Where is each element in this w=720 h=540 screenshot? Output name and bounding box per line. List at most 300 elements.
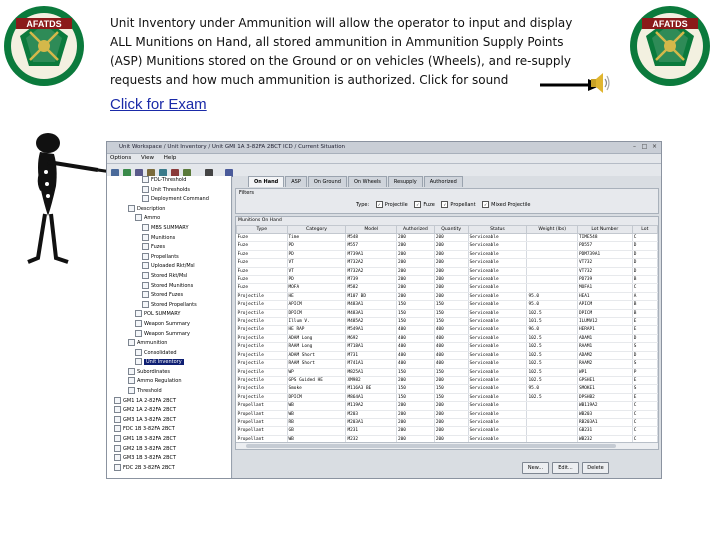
table-cell: Serviceable [468, 376, 527, 384]
table-cell: 200 [434, 242, 468, 250]
table-cell: Projectile [237, 368, 288, 376]
table-cell: 200 [434, 410, 468, 418]
table-cell: 102.5 [527, 393, 578, 401]
table-cell [527, 410, 578, 418]
tree-item[interactable] [107, 377, 231, 387]
table-cell: WP1 [577, 368, 632, 376]
table-row[interactable] [237, 393, 658, 401]
close-icon[interactable]: × [651, 143, 658, 150]
column-header[interactable]: Model [346, 226, 397, 234]
table-cell: E [632, 318, 657, 326]
tree-item[interactable] [107, 416, 231, 426]
tree-item-label: Ammunition [137, 340, 168, 347]
window-title: Unit Workspace / Unit Inventory / Unit GMI 1A 3-82FA 2BCT ICD / Current Situation [119, 144, 346, 150]
table-cell: C [632, 410, 657, 418]
table-cell [527, 242, 578, 250]
tree-node-icon [128, 205, 135, 212]
tree-item-label: Unit Thresholds [151, 186, 191, 193]
tree-item[interactable] [107, 291, 231, 301]
table-cell: Serviceable [468, 427, 527, 435]
table-cell: ADAM1 [577, 334, 632, 342]
table-cell: HE [287, 292, 346, 300]
table-cell: Projectile [237, 318, 288, 326]
table-cell: 200 [434, 402, 468, 410]
tree-node-icon [135, 349, 142, 356]
table-row[interactable] [237, 402, 658, 410]
tab-resupply[interactable]: Resupply [388, 176, 423, 187]
tree-item-label: GM2 1A 2-82FA 2BCT [123, 407, 176, 414]
table-cell: M107 BD [346, 292, 397, 300]
tree-node-icon [135, 330, 142, 337]
table-cell: M739 [346, 276, 397, 284]
tree-item[interactable] [107, 435, 231, 445]
table-cell: 400 [434, 343, 468, 351]
table-cell: M485A2 [346, 318, 397, 326]
table-cell: M582 [346, 284, 397, 292]
tree-item-label: Stored Propellants [151, 301, 197, 308]
table-row[interactable] [237, 309, 658, 317]
table-cell: M739A1 [346, 250, 397, 258]
window-titlebar [107, 142, 661, 154]
tab-asp[interactable]: ASP [285, 176, 307, 187]
menubar [107, 154, 661, 164]
mixed-projectile-label: Mixed Projectile [491, 202, 531, 208]
table-cell: 150 [434, 301, 468, 309]
table-cell: D [632, 267, 657, 275]
table-cell: APICM [577, 301, 632, 309]
table-cell: 95.0 [527, 292, 578, 300]
table-cell: MOFA [287, 284, 346, 292]
pointing-figure [18, 126, 118, 276]
tree-node-icon [142, 282, 149, 289]
table-row[interactable] [237, 276, 658, 284]
tree-node-icon [142, 224, 149, 231]
table-cell: GPS Guided HE [287, 376, 346, 384]
table-cell: WP [287, 368, 346, 376]
horizontal-scrollbar[interactable] [236, 442, 658, 449]
table-cell: Serviceable [468, 242, 527, 250]
table-cell: Fuze [237, 234, 288, 242]
table-cell: Propellant [237, 402, 288, 410]
tree-item-label: POL SUMMARY [144, 311, 181, 318]
maximize-icon[interactable]: □ [641, 143, 648, 150]
table-cell: Propellant [237, 410, 288, 418]
table-cell: 200 [396, 250, 434, 258]
table-cell: M731 [346, 351, 397, 359]
table-cell: VT732 [577, 259, 632, 267]
tree-item[interactable] [107, 358, 231, 368]
new-button[interactable]: New... [522, 462, 549, 474]
table-cell: 200 [434, 292, 468, 300]
table-cell: E [632, 393, 657, 401]
table-cell: D [632, 250, 657, 258]
table-cell: M864A1 [346, 393, 397, 401]
table-cell: Serviceable [468, 343, 527, 351]
table-cell: D [632, 259, 657, 267]
tree-node-icon [135, 310, 142, 317]
tree-item[interactable] [107, 224, 231, 234]
tab-authorized[interactable]: Authorized [424, 176, 463, 187]
tree-item[interactable] [107, 253, 231, 263]
tree-item-label: Deployment Command [151, 196, 209, 203]
tree-node-icon [135, 358, 142, 365]
table-cell: 200 [396, 259, 434, 267]
table-cell: WB119A2 [577, 402, 632, 410]
table-cell: VT [287, 259, 346, 267]
table-cell: 102.5 [527, 360, 578, 368]
projectile-checkbox[interactable]: ✓ [377, 202, 381, 207]
table-row[interactable] [237, 267, 658, 275]
table-row[interactable] [237, 368, 658, 376]
table-cell: XM982 [346, 376, 397, 384]
tree-item[interactable] [107, 464, 231, 474]
tree-node-icon [142, 301, 149, 308]
table-cell: M549A1 [346, 326, 397, 334]
tree-item[interactable] [107, 272, 231, 282]
table-row[interactable] [237, 418, 658, 426]
table-cell: 150 [396, 309, 434, 317]
tree-item-label: Weapon Summary [144, 330, 190, 337]
table-cell: 102.5 [527, 376, 578, 384]
table-cell: D [632, 334, 657, 342]
table-cell: 150 [396, 393, 434, 401]
table-row[interactable] [237, 301, 658, 309]
table-cell: WB [287, 410, 346, 418]
tree-item[interactable] [107, 368, 231, 378]
table-cell: ADAM2 [577, 351, 632, 359]
tree-item-label: GM1 1A 2-82FA 2BCT [123, 397, 176, 404]
tree-item-label: Fuzes [151, 244, 166, 251]
tree-item[interactable] [107, 397, 231, 407]
menu-view[interactable]: View [140, 155, 155, 161]
table-cell: RAAM Long [287, 343, 346, 351]
table-cell: 101.5 [527, 318, 578, 326]
table-cell: B [632, 309, 657, 317]
table-cell: 200 [396, 376, 434, 384]
propellant-checkbox[interactable]: ✓ [443, 202, 447, 207]
table-row[interactable] [237, 376, 658, 384]
table-cell: ADAM Long [287, 334, 346, 342]
table-row[interactable] [237, 385, 658, 393]
column-header[interactable]: Authorized [396, 226, 434, 234]
table-cell: 150 [396, 385, 434, 393]
table-row[interactable] [237, 427, 658, 435]
table-cell: Fuze [237, 250, 288, 258]
column-header[interactable]: Status [468, 226, 527, 234]
table-cell: M557 [346, 242, 397, 250]
table-cell: M483A1 [346, 301, 397, 309]
table-cell: Serviceable [468, 309, 527, 317]
tree-item[interactable] [107, 234, 231, 244]
table-cell: DPSHB2 [577, 393, 632, 401]
table-cell: 200 [396, 427, 434, 435]
tree-item-label: Threshold [137, 388, 162, 395]
table-row[interactable] [237, 410, 658, 418]
table-cell: Serviceable [468, 318, 527, 326]
table-cell: TIME548 [577, 234, 632, 242]
table-cell: Fuze [237, 276, 288, 284]
tree-item-label: Ammo [144, 215, 161, 222]
table-cell [527, 250, 578, 258]
tree-item[interactable] [107, 214, 231, 224]
tree-item[interactable] [107, 205, 231, 215]
table-cell: 400 [434, 360, 468, 368]
tree-node-icon [114, 425, 121, 432]
column-header[interactable]: Type [237, 226, 288, 234]
tree-item-label: Ammo Regulation [137, 378, 182, 385]
table-cell: 200 [434, 435, 468, 443]
table-row[interactable] [237, 242, 658, 250]
tree-node-icon [142, 243, 149, 250]
tree-node-icon [128, 339, 135, 346]
table-cell: Serviceable [468, 326, 527, 334]
tree-node-icon [128, 368, 135, 375]
intro-line-4: requests and how much ammunition is authorized. Click for sound [110, 73, 509, 87]
table-row[interactable] [237, 250, 658, 258]
tree-item[interactable] [107, 301, 231, 311]
table-cell: 150 [396, 318, 434, 326]
tree-item[interactable] [107, 320, 231, 330]
exam-link[interactable]: Click for Exam [110, 96, 207, 113]
tree-node-icon [135, 320, 142, 327]
table-cell: C [632, 435, 657, 443]
table-row[interactable] [237, 234, 658, 242]
table-cell: Serviceable [468, 301, 527, 309]
tree-item[interactable] [107, 339, 231, 349]
table-cell: 150 [434, 318, 468, 326]
tree-node-icon [114, 464, 121, 471]
table-cell: RAAM Short [287, 360, 346, 368]
tree-node-icon [142, 176, 149, 183]
tree-node-icon [114, 454, 121, 461]
table-cell: 200 [396, 435, 434, 443]
delete-button[interactable]: Delete [582, 462, 609, 474]
tab-on-ground[interactable]: On Ground [308, 176, 347, 187]
table-cell: RB [287, 418, 346, 426]
table-cell: Projectile [237, 292, 288, 300]
table-cell: Serviceable [468, 284, 527, 292]
table-cell: PD739 [577, 276, 632, 284]
tree-item-label: GM3 1A 3-82FA 2BCT [123, 416, 176, 423]
tree-item[interactable] [107, 454, 231, 464]
table-cell: M203 [346, 410, 397, 418]
table-cell: M116A3 BE [346, 385, 397, 393]
table-cell: Projectile [237, 326, 288, 334]
tree-item[interactable] [107, 282, 231, 292]
type-filter-row [356, 201, 530, 208]
table-row[interactable] [237, 259, 658, 267]
table-cell: S [632, 343, 657, 351]
table-cell: Projectile [237, 385, 288, 393]
table-cell: WB [287, 435, 346, 443]
table-row[interactable] [237, 334, 658, 342]
projectile-label: Projectile [384, 202, 408, 208]
tab-on-hand[interactable]: On Hand [248, 176, 284, 187]
tree-item[interactable] [107, 387, 231, 397]
table-row[interactable] [237, 343, 658, 351]
table-cell: 150 [434, 393, 468, 401]
table-cell: Projectile [237, 343, 288, 351]
table-cell: M741A1 [346, 360, 397, 368]
tree-item[interactable] [107, 349, 231, 359]
column-header[interactable]: Category [287, 226, 346, 234]
table-cell: PD [287, 250, 346, 258]
table-cell: D [632, 242, 657, 250]
table-cell: P [632, 368, 657, 376]
column-header[interactable]: Lot [632, 226, 657, 234]
table-cell: PD [287, 242, 346, 250]
table-cell: Fuze [237, 284, 288, 292]
table-cell: M232 [346, 435, 397, 443]
tree-item-label: Weapon Summary [144, 320, 190, 327]
tree-item-label: GM1 1B 3-82FA 2BCT [123, 436, 177, 443]
table-cell: 150 [396, 301, 434, 309]
table-row[interactable] [237, 284, 658, 292]
table-cell: Propellant [237, 435, 288, 443]
tree-item-label: Unit Inventory [146, 359, 182, 366]
table-cell: 102.5 [527, 351, 578, 359]
table-cell: Projectile [237, 309, 288, 317]
tree-item[interactable] [107, 195, 231, 205]
tree-item-label: Propellants [151, 253, 179, 260]
table-row[interactable] [237, 326, 658, 334]
table-cell: HERAP1 [577, 326, 632, 334]
tree-item-label: FDL-Threshold [151, 177, 187, 183]
tree-item[interactable] [107, 310, 231, 320]
table-cell: Projectile [237, 376, 288, 384]
tab-on-wheels[interactable]: On Wheels [348, 176, 387, 187]
table-cell: HE RAP [287, 326, 346, 334]
table-row[interactable] [237, 360, 658, 368]
tree-item-label: FDC 1B 3-82FA 2BCT [123, 426, 175, 433]
table-cell: D [632, 351, 657, 359]
table-cell: M548 [346, 234, 397, 242]
fuze-checkbox[interactable]: ✓ [416, 202, 420, 207]
tree-item-label: Subordinates [137, 368, 170, 375]
table-cell: 200 [396, 418, 434, 426]
tree-node-icon [114, 406, 121, 413]
afatds-logo-right [628, 4, 712, 88]
table-cell: 102.5 [527, 309, 578, 317]
menu-options[interactable]: Options [110, 155, 132, 161]
logo-text: AFATDS [26, 19, 62, 29]
table-cell: 400 [396, 351, 434, 359]
tree-node-icon [128, 387, 135, 394]
tree-item[interactable] [107, 425, 231, 435]
table-cell: M483A1 [346, 309, 397, 317]
tree-node-icon [142, 234, 149, 241]
table-cell: WB203 [577, 410, 632, 418]
table-cell: WB [287, 402, 346, 410]
table-cell [527, 276, 578, 284]
table-row[interactable] [237, 292, 658, 300]
table-cell: HEA1 [577, 292, 632, 300]
table-cell: WB232 [577, 435, 632, 443]
speaker-icon[interactable] [586, 70, 612, 96]
table-cell: GB [287, 427, 346, 435]
table-cell [527, 284, 578, 292]
edit-button[interactable]: Edit... [552, 462, 579, 474]
table-cell: 200 [396, 402, 434, 410]
table-cell: SMOKE1 [577, 385, 632, 393]
table-cell: M119A2 [346, 402, 397, 410]
tree-item-label: MBS SUMMARY [151, 224, 189, 231]
table-cell: VT [287, 267, 346, 275]
table-cell: DPICM [577, 309, 632, 317]
table-cell: 150 [434, 385, 468, 393]
table-cell: A [632, 292, 657, 300]
navigation-tree [107, 176, 232, 478]
table-cell: Projectile [237, 351, 288, 359]
table-cell: Serviceable [468, 360, 527, 368]
table-cell: M732A2 [346, 267, 397, 275]
tree-item[interactable] [107, 445, 231, 455]
table-cell: DPICM [287, 309, 346, 317]
table-cell: Projectile [237, 360, 288, 368]
table-cell: Serviceable [468, 259, 527, 267]
table-cell [527, 427, 578, 435]
table-cell: Propellant [237, 418, 288, 426]
column-header[interactable]: Lot Number [577, 226, 632, 234]
table-cell [527, 234, 578, 242]
table-cell: GPSHE1 [577, 376, 632, 384]
tree-item[interactable] [107, 406, 231, 416]
tree-item[interactable] [107, 262, 231, 272]
table-cell: S [632, 360, 657, 368]
table-cell: Fuze [237, 267, 288, 275]
table-row[interactable] [237, 351, 658, 359]
tree-item-label: Stored Rkt/Msl [151, 272, 188, 279]
table-cell: Propellant [237, 427, 288, 435]
table-cell: Serviceable [468, 418, 527, 426]
table-cell: 96.0 [527, 326, 578, 334]
table-cell: 102.5 [527, 343, 578, 351]
minimize-icon[interactable]: – [633, 143, 636, 150]
tree-item[interactable] [107, 176, 231, 186]
table-cell: Serviceable [468, 402, 527, 410]
table-cell: 200 [396, 242, 434, 250]
table-cell: M692 [346, 334, 397, 342]
table-cell: RB203A1 [577, 418, 632, 426]
table-cell: 150 [396, 368, 434, 376]
tree-item-label: GM2 1B 3-82FA 2BCT [123, 445, 177, 452]
table-cell: Fuze [237, 242, 288, 250]
scrollbar-thumb[interactable] [246, 444, 616, 448]
table-cell: 400 [396, 334, 434, 342]
table-cell: C [632, 418, 657, 426]
mixed-projectile-checkbox[interactable]: ✓ [483, 202, 488, 207]
table-cell: MOFA1 [577, 284, 632, 292]
table-cell: VT732 [577, 267, 632, 275]
menu-help[interactable]: Help [163, 155, 177, 161]
table-cell: Projectile [237, 301, 288, 309]
tree-item[interactable] [107, 330, 231, 340]
tree-item[interactable] [107, 186, 231, 196]
column-header[interactable]: Quantity [434, 226, 468, 234]
tree-item[interactable] [107, 243, 231, 253]
table-cell: C [632, 284, 657, 292]
table-cell: 400 [434, 334, 468, 342]
tree-item-label: GM3 1B 3-82FA 2BCT [123, 455, 177, 462]
table-cell: B [632, 276, 657, 284]
tree-item-label: Munitions [151, 234, 176, 241]
table-cell: C [632, 427, 657, 435]
table-cell: 400 [396, 360, 434, 368]
table-cell: 200 [396, 410, 434, 418]
table-cell: C [632, 402, 657, 410]
column-header[interactable]: Weight (lbs) [527, 226, 578, 234]
table-row[interactable] [237, 318, 658, 326]
